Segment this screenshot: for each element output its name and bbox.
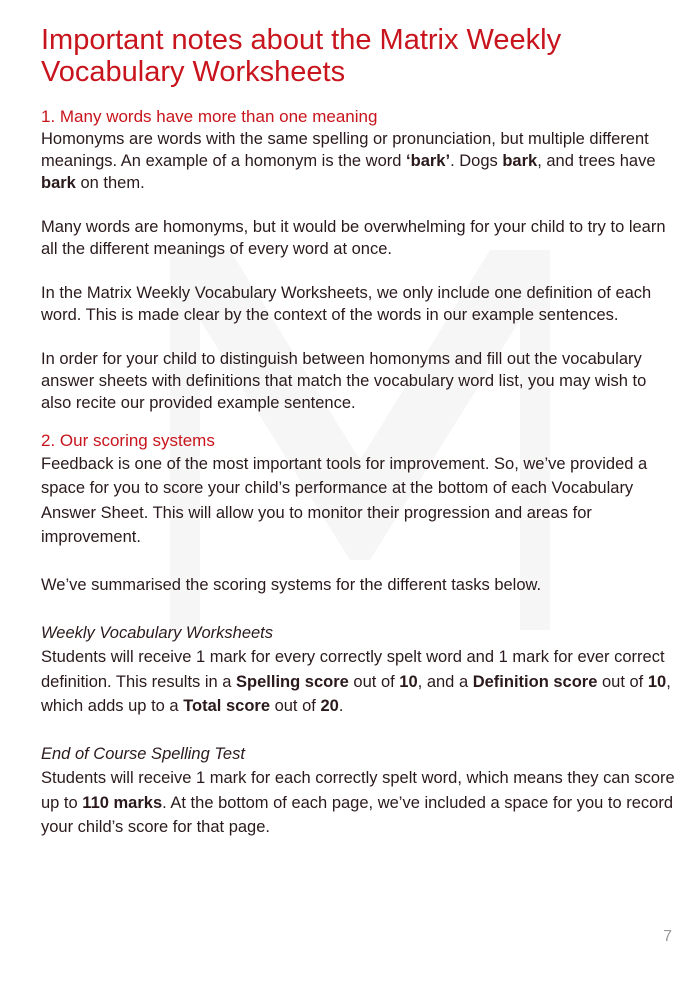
paragraph-end-scoring: Students will receive 1 mark for each correctly spelt word, which means they can score up to 110 marks. At the bottom of each page, we’ve included a space for you to record your child’s score for that page.: [41, 769, 675, 836]
section-heading-meanings: 1. Many words have more than one meaning: [41, 107, 378, 126]
paragraph-one-definition: In the Matrix Weekly Vocabulary Worksheets, we only include one definition of each word. This is made clear by the context of the words in our example sentences.: [41, 284, 652, 324]
paragraph-summary: We’ve summarised the scoring systems for the different tasks below.: [41, 576, 542, 595]
page-title: Important notes about the Matrix Weekly Vocabulary Worksheets: [41, 24, 562, 88]
paragraph-example-sentence: In order for your child to distinguish between homonyms and fill out the vocabulary answer sheets with definitions that match the vocabulary word list, you may wish to also recite our provided example sentence.: [41, 350, 647, 412]
subheading-weekly-worksheets: Weekly Vocabulary Worksheets: [41, 624, 274, 643]
page-content: [41, 24, 677, 839]
paragraph-homonyms: Homonyms are words with the same spelling or pronunciation, but multiple different meanings. An example of a homonym is the word ‘bark’. Dogs bark, and trees have bark on them.: [41, 130, 656, 192]
paragraph-overwhelming: Many words are homonyms, but it would be overwhelming for your child to try to learn all the different meanings of every word at once.: [41, 218, 666, 258]
paragraph-feedback: Feedback is one of the most important tools for improvement. So, we’ve provided a space for you to score your child’s performance at the bottom of each Vocabulary Answer Sheet. This will allow you to monitor their progression and areas for improvement.: [41, 455, 648, 546]
subheading-end-of-course: End of Course Spelling Test: [41, 745, 245, 764]
section-heading-scoring: 2. Our scoring systems: [41, 431, 215, 450]
paragraph-weekly-scoring: Students will receive 1 mark for every correctly spelt word and 1 mark for ever correct definition. This results in a Spelling score out of 10, and a Definition score out of 10, which adds up to a Total score out of 20.: [41, 648, 671, 716]
page-number: 7: [663, 928, 672, 945]
